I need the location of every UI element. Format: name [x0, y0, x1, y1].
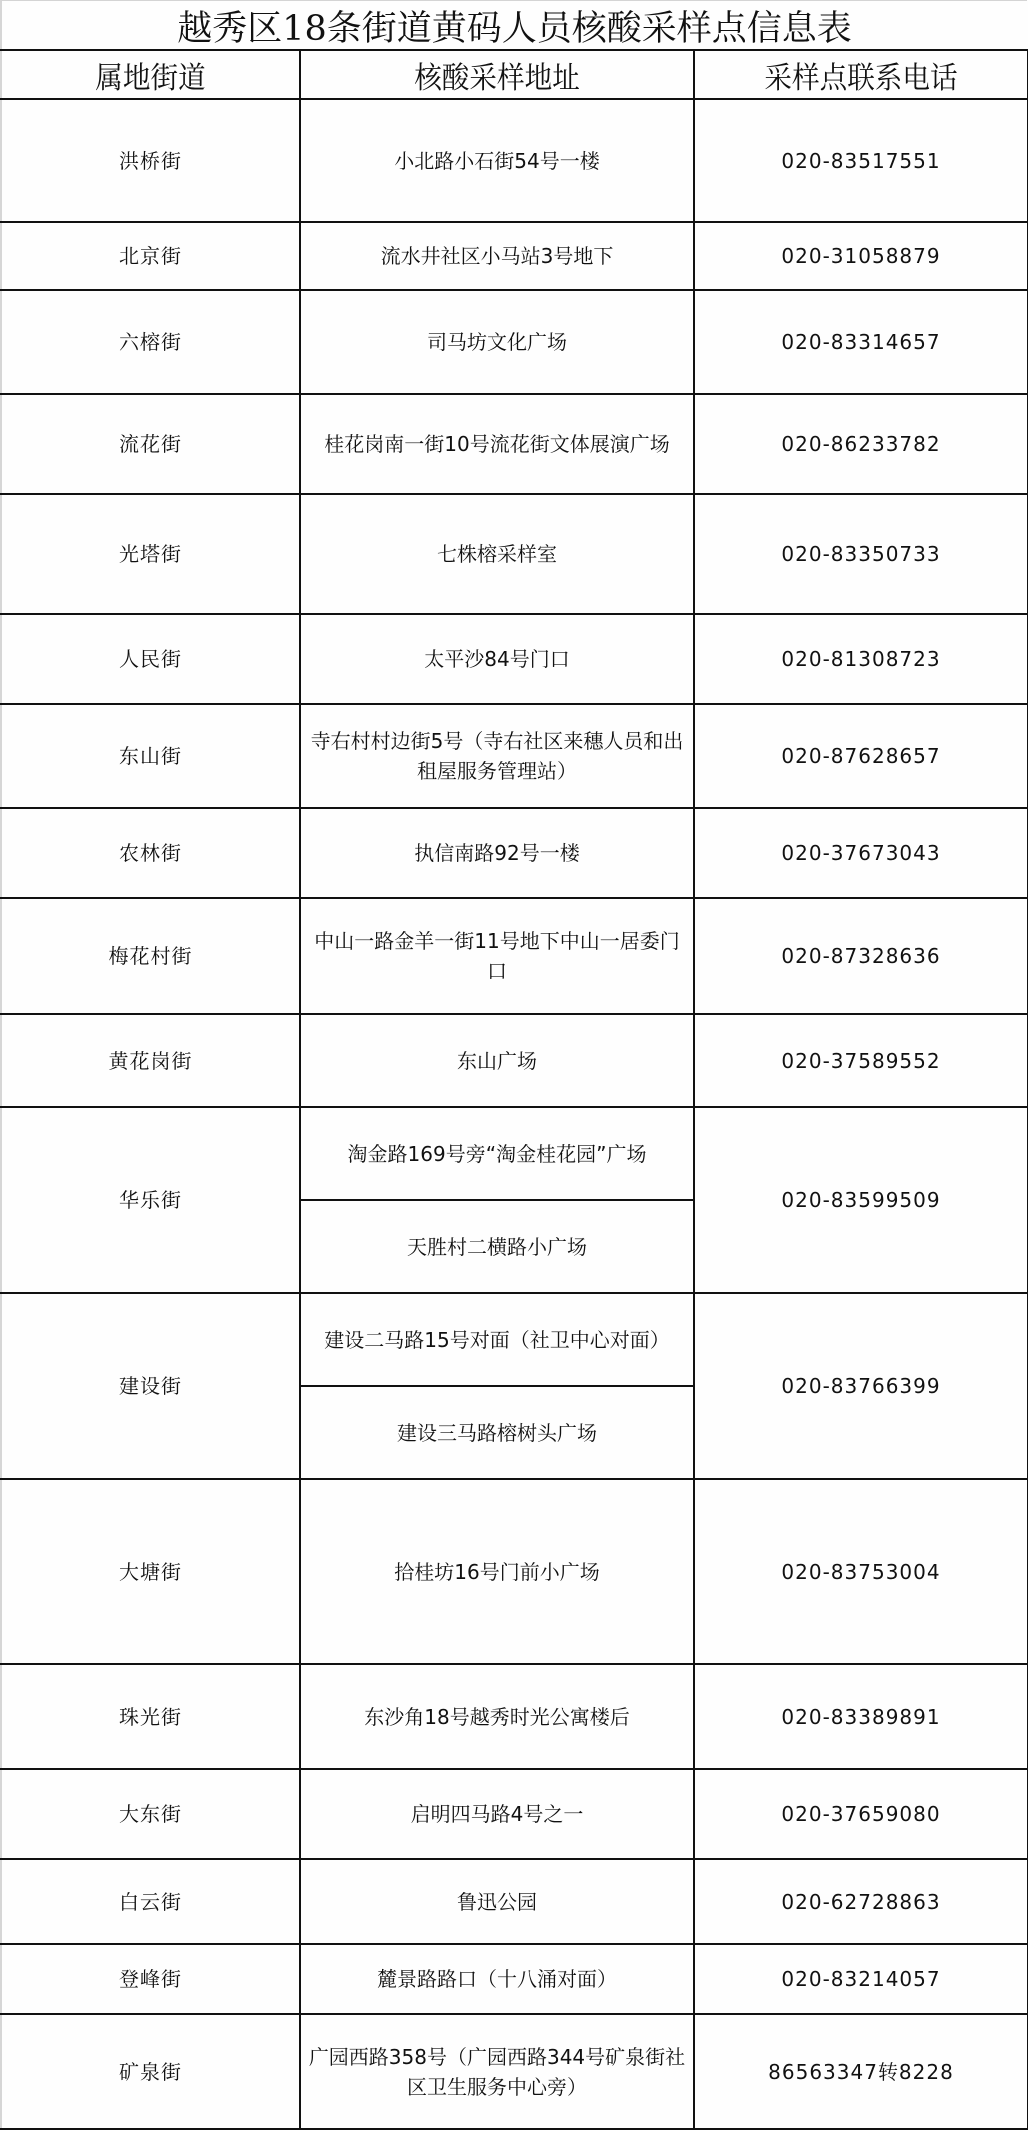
address-cell: 太平沙84号门口	[300, 614, 694, 704]
table-row	[1, 1769, 1028, 1859]
address-cell: 淘金路169号旁“淘金桂花园”广场	[300, 1107, 694, 1200]
address-cell: 中山一路金羊一街11号地下中山一居委门口	[300, 898, 694, 1014]
phone-cell: 020-37659080	[694, 1769, 1028, 1859]
phone-cell: 020-37589552	[694, 1014, 1028, 1107]
address-cell: 东沙角18号越秀时光公寓楼后	[300, 1664, 694, 1769]
table-row	[1, 290, 1028, 394]
phone-cell: 020-31058879	[694, 222, 1028, 290]
address-cell: 桂花岗南一街10号流花街文体展演广场	[300, 394, 694, 494]
street-cell: 黄花岗街	[1, 1014, 300, 1107]
phone-cell: 020-37673043	[694, 808, 1028, 898]
street-cell: 农林街	[1, 808, 300, 898]
address-cell: 建设二马路15号对面（社卫中心对面）	[300, 1293, 694, 1386]
address-cell: 麓景路路口（十八涌对面）	[300, 1944, 694, 2014]
phone-cell: 020-83314657	[694, 290, 1028, 394]
street-cell: 流花街	[1, 394, 300, 494]
address-cell: 执信南路92号一楼	[300, 808, 694, 898]
street-cell: 华乐街	[1, 1107, 300, 1293]
street-cell: 大东街	[1, 1769, 300, 1859]
table-row	[1, 394, 1028, 494]
phone-cell: 020-83517551	[694, 99, 1028, 222]
phone-cell: 020-83753004	[694, 1479, 1028, 1664]
table-row	[1, 704, 1028, 808]
street-cell: 人民街	[1, 614, 300, 704]
phone-cell: 020-83766399	[694, 1293, 1028, 1479]
phone-cell: 86563347转8228	[694, 2014, 1028, 2129]
table-row	[1, 808, 1028, 898]
table-row	[1, 898, 1028, 1014]
street-cell: 六榕街	[1, 290, 300, 394]
address-cell: 流水井社区小马站3号地下	[300, 222, 694, 290]
street-cell: 白云街	[1, 1859, 300, 1944]
street-cell: 梅花村街	[1, 898, 300, 1014]
address-cell: 启明四马路4号之一	[300, 1769, 694, 1859]
sheet-title: 越秀区18条街道黄码人员核酸采样点信息表	[0, 0, 1027, 50]
street-cell: 珠光街	[1, 1664, 300, 1769]
street-cell: 光塔街	[1, 494, 300, 614]
table-row	[1, 1293, 1028, 1386]
phone-cell: 020-87628657	[694, 704, 1028, 808]
phone-cell: 020-83599509	[694, 1107, 1028, 1293]
street-cell: 北京街	[1, 222, 300, 290]
address-cell: 小北路小石街54号一楼	[300, 99, 694, 222]
street-cell: 洪桥街	[1, 99, 300, 222]
address-cell: 寺右村村边街5号（寺右社区来穗人员和出租屋服务管理站）	[300, 704, 694, 808]
table-row	[1, 99, 1028, 222]
table-row	[1, 222, 1028, 290]
header-row	[1, 50, 1028, 99]
address-cell: 广园西路358号（广园西路344号矿泉街社区卫生服务中心旁）	[300, 2014, 694, 2129]
phone-cell: 020-83214057	[694, 1944, 1028, 2014]
address-cell: 拾桂坊16号门前小广场	[300, 1479, 694, 1664]
phone-cell: 020-83389891	[694, 1664, 1028, 1769]
street-cell: 大塘街	[1, 1479, 300, 1664]
street-cell: 登峰街	[1, 1944, 300, 2014]
table-row	[1, 1014, 1028, 1107]
address-cell: 七株榕采样室	[300, 494, 694, 614]
table-row	[1, 1664, 1028, 1769]
sampling-sites-table	[0, 49, 1028, 2130]
phone-cell: 020-62728863	[694, 1859, 1028, 1944]
phone-cell: 020-86233782	[694, 394, 1028, 494]
street-cell: 建设街	[1, 1293, 300, 1479]
table-row	[1, 2014, 1028, 2129]
street-cell: 东山街	[1, 704, 300, 808]
address-cell: 司马坊文化广场	[300, 290, 694, 394]
table-row	[1, 494, 1028, 614]
address-cell: 东山广场	[300, 1014, 694, 1107]
address-cell: 建设三马路榕树头广场	[300, 1386, 694, 1479]
table-row	[1, 1107, 1028, 1200]
phone-cell: 020-87328636	[694, 898, 1028, 1014]
table-row	[1, 1479, 1028, 1664]
column-header-street: 属地街道	[13, 50, 288, 99]
table-row	[1, 1859, 1028, 1944]
phone-cell: 020-83350733	[694, 494, 1028, 614]
address-cell: 鲁迅公园	[300, 1859, 694, 1944]
table-row	[1, 614, 1028, 704]
address-cell: 天胜村二横路小广场	[300, 1200, 694, 1293]
table-row	[1, 1944, 1028, 2014]
street-cell: 矿泉街	[1, 2014, 300, 2129]
phone-cell: 020-81308723	[694, 614, 1028, 704]
column-header-address: 核酸采样地址	[316, 50, 678, 99]
column-header-phone: 采样点联系电话	[707, 50, 1014, 99]
